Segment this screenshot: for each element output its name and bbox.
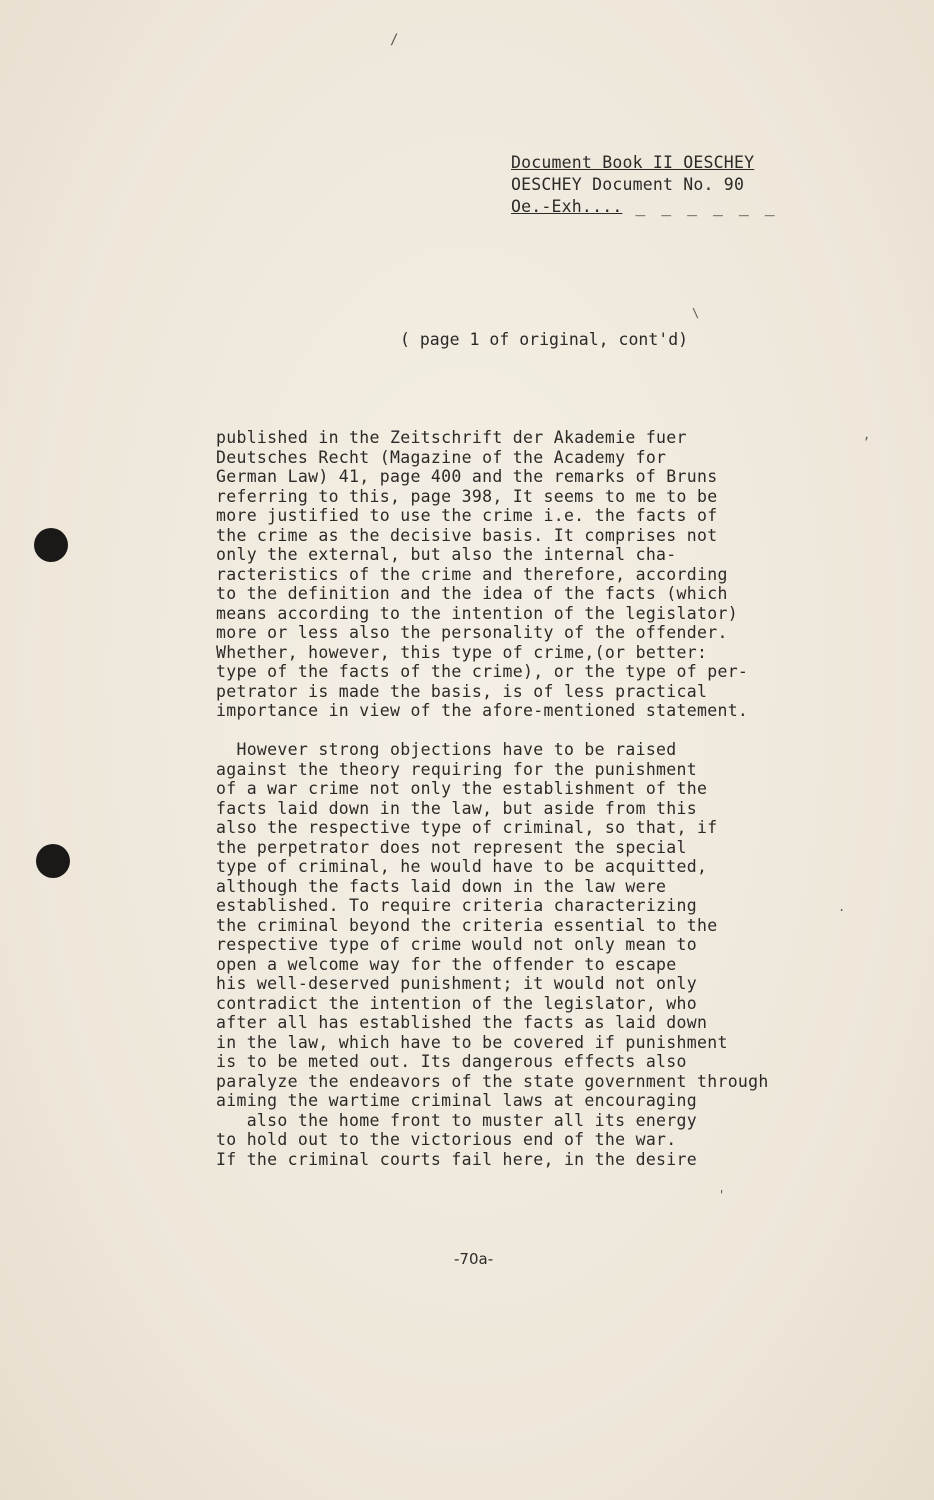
text-line: German Law) 41, page 400 and the remarks of Bruns	[216, 467, 718, 486]
text-line: If the criminal courts fail here, in the desire	[216, 1149, 697, 1169]
text-line: to the definition and the idea of the facts (which	[216, 584, 728, 603]
header-exhibit-label: Oe.-Exh....	[511, 197, 623, 216]
header-exhibit-blank: _ _ _ _ _ _	[622, 197, 778, 216]
stray-mark: '	[718, 1188, 726, 1202]
document-header	[511, 152, 811, 218]
text-line: racteristics of the crime and therefore, according	[216, 564, 728, 584]
text-line: However strong objections have to be raised	[216, 740, 677, 759]
text-line: means according to the intention of the legislator)	[216, 603, 738, 623]
text-line: of a war crime not only the establishment of the	[216, 779, 708, 798]
page-caption: ( page 1 of original, cont'd)	[400, 330, 689, 349]
text-line: importance in view of the afore-mentioned statement.	[216, 701, 749, 720]
text-line: against the theory requiring for the punishment	[216, 759, 697, 779]
text-line: more or less also the personality of the offender.	[216, 623, 728, 642]
text-line: respective type of crime would not only mean to	[216, 935, 697, 954]
text-line: type of criminal, he would have to be acquitted,	[216, 857, 708, 876]
text-line: his well-deserved punishment; it would not only	[216, 974, 697, 993]
text-line: to hold out to the victorious end of the war.	[216, 1130, 677, 1149]
punch-hole	[36, 844, 70, 878]
stray-mark: .	[838, 900, 846, 914]
text-line: published in the Zeitschrift der Akademie fuer	[216, 428, 687, 447]
text-line: aiming the wartime criminal laws at encouraging	[216, 1091, 697, 1110]
text-line: Deutsches Recht (Magazine of the Academy for	[216, 447, 667, 467]
header-document-number: OESCHEY Document No. 90	[511, 175, 745, 194]
text-line: the crime as the decisive basis. It comprises not	[216, 525, 718, 545]
paragraph-2	[216, 740, 856, 1169]
text-line: type of the facts of the crime), or the type of per-	[216, 662, 749, 681]
text-line: in the law, which have to be covered if punishment	[216, 1032, 728, 1052]
text-line: Whether, however, this type of crime,(or better:	[216, 642, 708, 662]
text-line: paralyze the endeavors of the state government through	[216, 1071, 769, 1091]
text-line: although the facts laid down in the law were	[216, 876, 667, 896]
text-line: only the external, but also the internal cha-	[216, 545, 677, 564]
stray-mark: /	[390, 32, 399, 48]
stray-mark: ,	[863, 428, 871, 442]
text-line: open a welcome way for the offender to escape	[216, 954, 677, 974]
text-line: is to be meted out. Its dangerous effects also	[216, 1052, 687, 1071]
text-line: after all has established the facts as laid down	[216, 1013, 708, 1032]
text-line: more justified to use the crime i.e. the facts of	[216, 506, 718, 525]
text-line: contradict the intention of the legislator, who	[216, 993, 697, 1013]
text-line: the perpetrator does not represent the special	[216, 837, 687, 857]
paragraph-1	[216, 428, 856, 721]
text-line: established. To require criteria characterizing	[216, 896, 697, 915]
text-line: petrator is made the basis, is of less practical	[216, 681, 708, 701]
punch-hole	[34, 528, 68, 562]
text-line: referring to this, page 398, It seems to me to be	[216, 486, 718, 506]
stray-mark: \	[692, 306, 700, 320]
text-line: facts laid down in the law, but aside from this	[216, 798, 697, 818]
header-book-line: Document Book II OESCHEY	[511, 153, 755, 172]
header-exhibit-line	[511, 196, 811, 218]
text-line: the criminal beyond the criteria essential to the	[216, 915, 718, 935]
text-line: also the home front to muster all its energy	[216, 1110, 697, 1130]
text-line: also the respective type of criminal, so that, if	[216, 818, 718, 837]
page-number: -70a-	[454, 1250, 494, 1268]
